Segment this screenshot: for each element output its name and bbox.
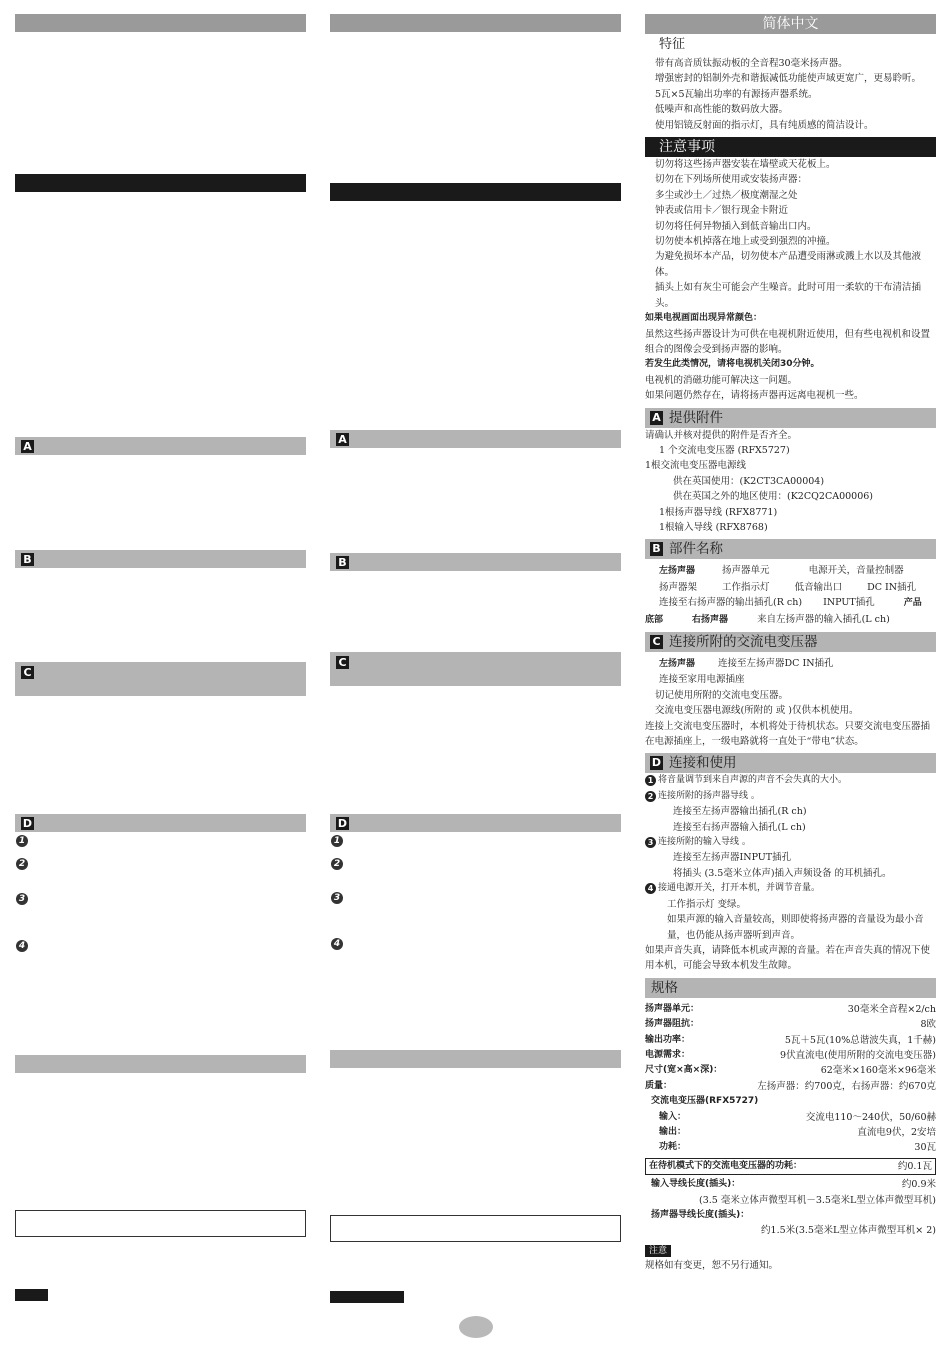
- spec-label: 输出功率：: [645, 1034, 691, 1045]
- step-sub: 连接至左扬声器输出插孔(R ch): [673, 806, 807, 818]
- col2-step-3: 3: [331, 892, 343, 904]
- col2-label-a: A: [336, 433, 349, 446]
- col1-black-bar: [15, 174, 306, 192]
- parts-row: [645, 563, 936, 579]
- col1-section-a-bar: [15, 437, 306, 455]
- precautions-title: 注意事项: [645, 137, 936, 157]
- spec-row: [645, 1125, 936, 1140]
- part-label: 扬声器架: [659, 581, 698, 593]
- col1-section-c-bar: [15, 662, 306, 696]
- step-text: 将音量调节到来自声源的声音不会失真的大小。: [658, 775, 848, 786]
- spec-label: 尺寸(宽×高×深)：: [645, 1065, 723, 1076]
- col1-note-tag: [15, 1289, 48, 1301]
- step-number-3: 3: [645, 837, 656, 848]
- col2-note-tag: [330, 1291, 404, 1303]
- accessory-line: 1根输入导线 (RFX8768): [659, 521, 768, 533]
- col2-specs-bar: [330, 1050, 621, 1068]
- spec-label: 扬声器导线长度(插头)：: [651, 1210, 750, 1220]
- precaution-line: 切勿在下列场所使用或安装扬声器：: [655, 174, 808, 186]
- step-sub: 如果声源的输入音量较高，则即使将扬声器的音量设为最小音量，也仍能从扬声器听到声音。: [667, 914, 924, 941]
- feature-line: 使用铝镜反射面的指示灯，具有纯质感的简洁设计。: [655, 119, 874, 131]
- precaution-line: 切勿将这些扬声器安装在墙壁或天花板上。: [655, 159, 836, 171]
- col2-step-1: 1: [331, 835, 343, 847]
- use-step-3: [645, 835, 936, 850]
- precaution-line: 多尘或沙土／过热／极度潮湿之处: [655, 189, 798, 201]
- spec-value: 30瓦: [914, 1142, 936, 1154]
- spec-row: [645, 1033, 936, 1048]
- precaution-line: 插头上如有灰尘可能会产生噪音。此时可用一柔软的干布清洁插头。: [655, 282, 922, 309]
- spec-label: 扬声器单元：: [645, 1003, 700, 1014]
- step-number-2: 2: [645, 791, 656, 802]
- col2-section-a-bar: [330, 430, 621, 448]
- adaptor-standby: 连接上交流电变压器时，本机将处于待机状态。只要交流电变压器插在电源插座上，一级电路就将一直处于“带电”状态。: [645, 720, 931, 748]
- spec-value: 左扬声器：约700克，右扬声器：约670克: [757, 1080, 936, 1092]
- step-sub: 连接至右扬声器输入插孔(L ch): [673, 821, 806, 833]
- step-text: 连接所附的输入导线 。: [658, 837, 751, 848]
- part-label: INPUT插孔: [823, 597, 875, 609]
- col1-step-3: 3: [16, 893, 28, 905]
- spec-label: 输入：: [659, 1111, 687, 1122]
- parts-header: [645, 539, 936, 559]
- spec-adaptor-label: 交流电变压器(RFX5727): [651, 1096, 759, 1107]
- spec-value: 9伏直流电(使用所附的交流电变压器): [780, 1049, 936, 1061]
- spec-row: [645, 1048, 936, 1063]
- accessory-line: 供在英国使用：(K2CT3CA00004): [673, 475, 825, 487]
- spec-label: 质量：: [645, 1080, 673, 1091]
- spec-row: [645, 1079, 936, 1094]
- part-label: 底部: [645, 614, 664, 625]
- language-title: 简体中文: [645, 14, 936, 34]
- part-label: 产品: [903, 598, 922, 609]
- feature-line: 带有高音质钛振动板的全音程30毫米扬声器。: [655, 58, 848, 69]
- note-tag: 注意: [645, 1245, 671, 1257]
- step-sub: 连接至左扬声器INPUT插孔: [673, 852, 792, 864]
- col2-step-2: 2: [331, 858, 343, 870]
- accessory-line: 供在英国之外的地区使用：(K2CQ2CA00006): [673, 491, 874, 503]
- col2-section-b-bar: [330, 553, 621, 571]
- adaptor-left-text: 连接至左扬声器DC IN插孔: [718, 658, 834, 669]
- part-label: DC IN插孔: [867, 581, 917, 593]
- precaution-line: 切勿使本机掉落在地上或受到强烈的冲撞。: [655, 236, 836, 248]
- use-step-4: [645, 881, 936, 896]
- spec-label: 在待机模式下的交流电变压器的功耗：: [649, 1160, 803, 1171]
- use-step-1: [645, 773, 936, 788]
- spec-label: 功耗：: [659, 1142, 687, 1153]
- spec-value: 约0.1瓦: [897, 1160, 932, 1172]
- part-label: 连接至右扬声器的输出插孔(R ch): [659, 597, 803, 609]
- spec-row: [645, 1017, 936, 1032]
- specs-title: 规格: [645, 978, 936, 998]
- col1-label-c: C: [21, 666, 34, 679]
- adaptor-row: [645, 656, 936, 672]
- chinese-column: [645, 14, 936, 1274]
- spec-row: [645, 1110, 936, 1125]
- tv-line: 电视机的消磁功能可解决这一问题。: [645, 374, 798, 386]
- use-title: 连接和使用: [669, 755, 737, 772]
- accessories-header: [645, 408, 936, 428]
- parts-row: [645, 612, 936, 628]
- tv-line: 如果问题仍然存在，请将扬声器再远离电视机一些。: [645, 390, 864, 402]
- feature-line: 增强密封的铝制外壳和谐振减低功能使声域更宽广，更易聆听。: [655, 73, 922, 85]
- section-letter-a: A: [650, 411, 663, 425]
- spec-row: [645, 1177, 936, 1192]
- col1-standby-box: [15, 1210, 306, 1237]
- spec-value: 62毫米×160毫米×96毫米: [820, 1065, 936, 1077]
- col2-section-c-bar: [330, 652, 621, 686]
- tv-heading-2: 若发生此类情况，请将电视机关闭30分钟。: [645, 359, 820, 370]
- step-text: 连接所附的扬声器导线 。: [658, 790, 760, 801]
- accessory-line: 1根交流电变压器电源线: [645, 460, 747, 472]
- spec-value: 约0.9米: [901, 1179, 936, 1191]
- col1-step-4: 4: [16, 940, 28, 952]
- use-step-2: [645, 789, 936, 804]
- step-sub: 工作指示灯 变绿。: [667, 898, 747, 910]
- spec-row: [645, 1002, 936, 1017]
- spec-value: 5瓦＋5瓦(10%总谐波失真，1千赫): [784, 1034, 936, 1046]
- feature-line: 5瓦×5瓦输出功率的有源扬声器系统。: [655, 88, 818, 100]
- part-label: 电源开关，音量控制器: [808, 565, 904, 577]
- adaptor-header: [645, 632, 936, 652]
- part-label: 左扬声器: [659, 566, 696, 577]
- parts-row: [645, 595, 936, 611]
- col2-standby-box: [330, 1215, 621, 1242]
- part-label: 扬声器单元: [722, 565, 770, 577]
- adaptor-line: 切记使用所附的交流电变压器。: [655, 689, 789, 701]
- accessories-title: 提供附件: [669, 409, 723, 426]
- part-label: 右扬声器: [692, 614, 729, 625]
- col2-black-bar: [330, 183, 621, 201]
- standby-power-box: [645, 1158, 936, 1175]
- note-text: 规格如有变更，恕不另行通知。: [645, 1260, 779, 1272]
- step-text: 接通电源开关，打开本机，并调节音量。: [658, 883, 821, 894]
- col1-specs-bar: [15, 1055, 306, 1073]
- adaptor-left-label: 左扬声器: [659, 659, 696, 669]
- accessory-line: 请确认并核对提供的附件是否齐全。: [645, 429, 798, 441]
- adaptor-title: 连接所附的交流电变压器: [669, 634, 818, 650]
- precaution-line: 切勿将任何异物插入到低音输出口内。: [655, 220, 817, 232]
- parts-title: 部件名称: [669, 541, 723, 558]
- spec-value: 约1.5米(3.5毫米L型立体声微型耳机× 2): [761, 1225, 936, 1237]
- feature-line: 低噪声和高性能的数码放大器。: [655, 104, 789, 116]
- col1-section-b-bar: [15, 550, 306, 568]
- col1-label-d: D: [22, 817, 33, 830]
- col2-header-bar: [330, 14, 621, 32]
- spec-value: 30毫米全音程×2/ch: [847, 1003, 936, 1015]
- precaution-line: 钟表或信用卡／银行现金卡附近: [655, 205, 789, 217]
- spec-detail: (3.5 毫米立体声微型耳机－3.5毫米L型立体声微型耳机): [699, 1194, 936, 1206]
- tv-text: 虽然这些扬声器设计为可供在电视机附近使用，但有些电视机和设置组合的图像会受到扬声器的影响。: [645, 328, 931, 355]
- part-label: 低音输出口: [794, 581, 843, 593]
- col2-label-b: B: [336, 556, 349, 569]
- part-label: 来自左扬声器的输入插孔(L ch): [757, 613, 890, 625]
- section-letter-c: C: [650, 635, 663, 649]
- spec-value: 交流电110～240伏，50/60赫: [805, 1111, 936, 1123]
- spec-label: 输出：: [659, 1126, 687, 1137]
- spec-value: 直流电9伏，2安培: [857, 1126, 936, 1138]
- col1-section-d-bar: [15, 814, 306, 832]
- precaution-line: 为避免损坏本产品，切勿使本产品遭受雨淋或溅上水以及其他液体。: [655, 251, 922, 278]
- accessory-line: 1 个交流电变压器 (RFX5727): [659, 444, 790, 456]
- step-number-1: 1: [645, 775, 656, 786]
- col2-label-d: D: [337, 817, 348, 830]
- use-header: [645, 753, 936, 773]
- spec-label: 输入导线长度(插头)：: [651, 1179, 741, 1190]
- use-distortion: 如果声音失真，请降低本机或声源的音量。若在声音失真的情况下使用本机，可能会导致本机发生故障。: [645, 944, 931, 972]
- part-label: 工作指示灯: [722, 581, 770, 593]
- col1-header-bar: [15, 14, 306, 32]
- section-letter-b: B: [650, 542, 663, 556]
- col1-label-b: B: [21, 553, 34, 566]
- tv-heading: 如果电视画面出现异常颜色：: [645, 313, 763, 324]
- spec-label: 电源需求：: [645, 1049, 691, 1060]
- page-number-oval: [459, 1316, 493, 1338]
- accessory-line: 1根扬声器导线 (RFX8771): [659, 506, 778, 518]
- spec-row: [645, 1063, 936, 1078]
- step-sub: 将插头 (3.5毫米立体声)插入声频设备 的耳机插孔。: [673, 867, 892, 879]
- adaptor-line: 交流电变压器电源线(所附的 或 )仅供本机使用。: [655, 705, 859, 717]
- col2-section-d-bar: [330, 814, 621, 832]
- spec-label: 扬声器阻抗：: [645, 1019, 700, 1030]
- col1-label-a: A: [21, 440, 34, 453]
- step-number-4: 4: [645, 883, 656, 894]
- col1-step-2: 2: [16, 858, 28, 870]
- parts-row: [645, 580, 936, 595]
- col2-label-c: C: [336, 656, 349, 669]
- col1-step-1: 1: [16, 835, 28, 847]
- section-letter-d: D: [651, 756, 662, 770]
- spec-row: [645, 1140, 936, 1155]
- col2-step-4: 4: [331, 938, 343, 950]
- features-title: 特征: [659, 37, 686, 52]
- adaptor-line: 连接至家用电源插座: [659, 674, 745, 686]
- spec-value: 8欧: [920, 1019, 936, 1031]
